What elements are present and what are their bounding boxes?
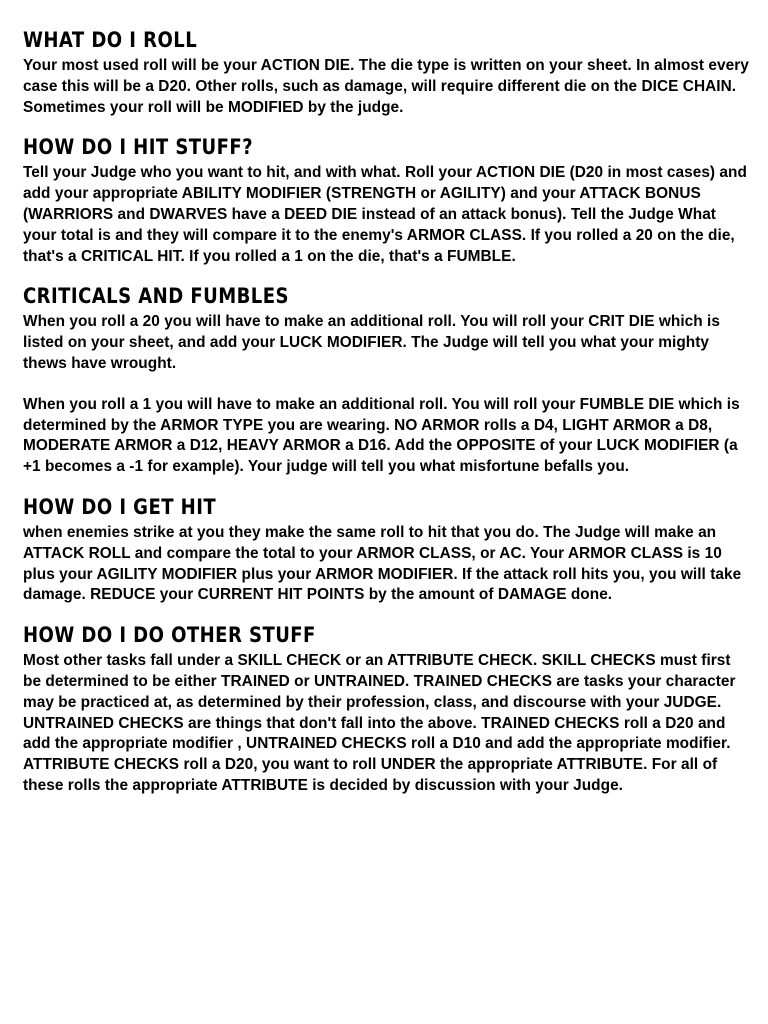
section-criticals-and-fumbles bbox=[23, 283, 751, 478]
section-paragraph: When you roll a 1 you will have to make an additional roll. You will roll your FUMBLE DIE which is determined by the ARMOR TYPE you are wearing. NO ARMOR rolls a D4, LIGHT ARMOR a D8, MODERATE ARMOR a D12, HEAVY ARMOR a D16. Add the OPPOSITE of your LUCK MODIFIER (a +1 becomes a -1 for example). Your judge will tell you what misfortune befalls you. bbox=[23, 395, 740, 476]
section-paragraph: Your most used roll will be your ACTION DIE. The die type is written on your sheet. In almost every case this will be a D20. Other rolls, such as damage, will require different die on the DICE CHAIN. Sometimes your roll will be MODIFIED by the judge. bbox=[23, 57, 749, 116]
section-paragraph: Tell your Judge who you want to hit, and with what. Roll your ACTION DIE (D20 in most cases) and add your appropriate ABILITY MODIFIER (STRENGTH or AGILITY) and your ATTACK BONUS (WARRIORS and DWARVES have a DEED DIE instead of an attack bonus). Tell the Judge What your total is and they will compare it to the enemy's ARMOR CLASS. If you rolled a 20 on the die, that's a CRITICAL HIT. If you rolled a 1 on the die, that's a FUMBLE. bbox=[23, 164, 747, 265]
section-heading: CRITICALS AND FUMBLES bbox=[23, 284, 289, 309]
section-what-do-i-roll bbox=[23, 27, 751, 118]
section-heading: HOW DO I HIT STUFF? bbox=[23, 135, 254, 160]
section-paragraph: When you roll a 20 you will have to make an additional roll. You will roll your CRIT DIE which is listed on your sheet, and add your LUCK MODIFIER. The Judge will tell you what your mighty thews have wrought. bbox=[23, 313, 720, 372]
section-heading: WHAT DO I ROLL bbox=[23, 28, 198, 52]
section-how-do-i-do-other-stuff bbox=[23, 622, 751, 797]
section-heading: HOW DO I GET HIT bbox=[23, 494, 217, 519]
section-paragraph: Most other tasks fall under a SKILL CHECK or an ATTRIBUTE CHECK. SKILL CHECKS must first be determined to be either TRAINED or UNTRAINED. TRAINED CHECKS are tasks your character may be practiced at, as determined by their profession, class, and discourse with your JUDGE. UNTRAINED CHECKS are things that don't fall into the above. TRAINED CHECKS roll a D20 and add the appropriate modifier , UNTRAINED CHECKS roll a D10 and add the appropriate modifier. ATTRIBUTE CHECKS roll a D20, you want to roll UNDER the appropriate ATTRIBUTE. For all of these rolls the appropriate ATTRIBUTE is decided by discussion with your Judge. bbox=[23, 652, 736, 794]
section-paragraph: when enemies strike at you they make the same roll to hit that you do. The Judge will make an ATTACK ROLL and compare the total to your ARMOR CLASS, or AC. Your ARMOR CLASS is 10 plus your AGILITY MODIFIER plus your ARMOR MODIFIER. If the attack roll hits you, you will take damage. REDUCE your CURRENT HIT POINTS by the amount of DAMAGE done. bbox=[23, 523, 742, 604]
section-how-do-i-get-hit bbox=[23, 494, 751, 606]
section-how-do-i-hit-stuff bbox=[23, 134, 751, 267]
section-heading: HOW DO I DO OTHER STUFF bbox=[23, 623, 316, 648]
rules-document bbox=[23, 27, 751, 797]
